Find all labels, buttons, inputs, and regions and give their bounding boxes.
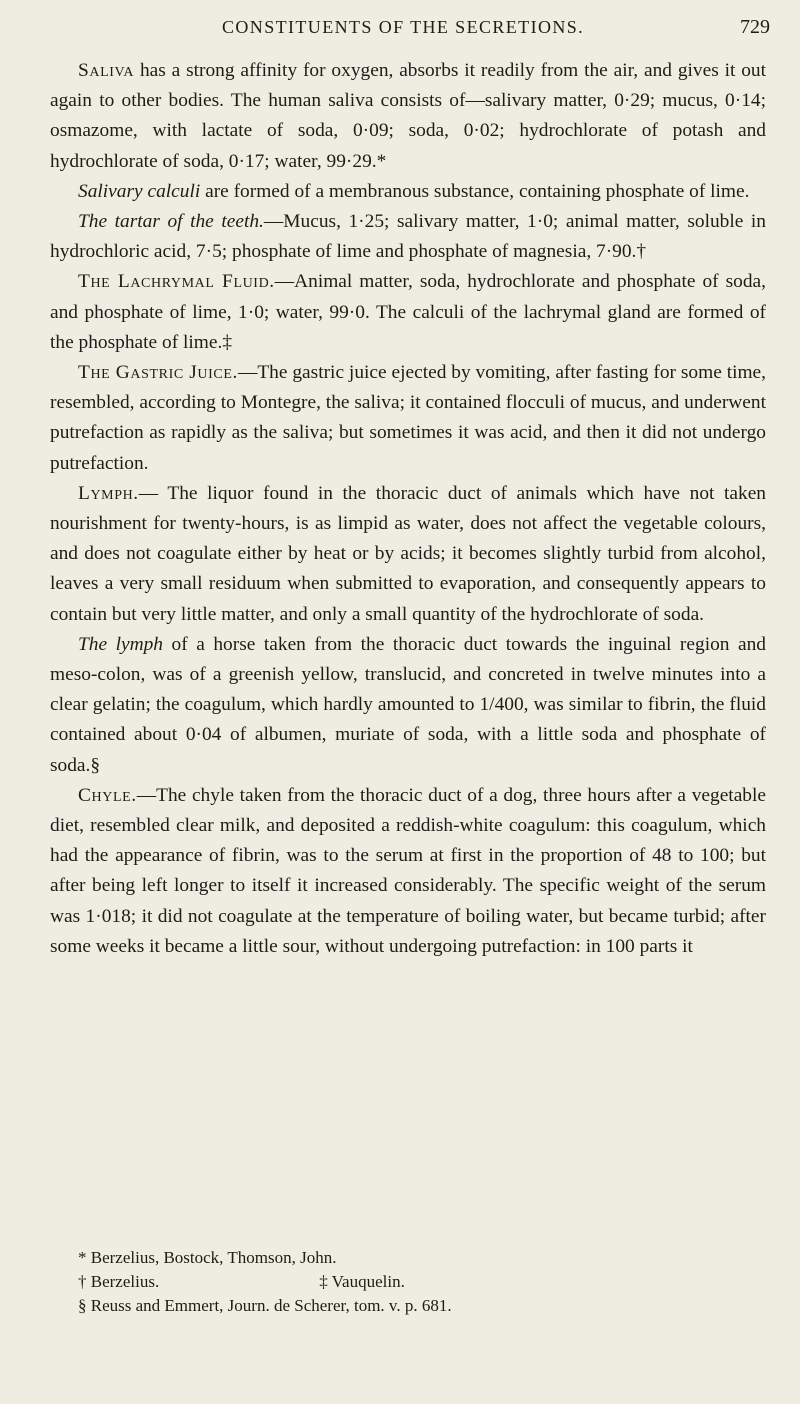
paragraph-text: of a horse taken from the thoracic duct towards the inguinal region and meso-colon, was of a greenish yellow, translucid, and concreted in twelve minutes into a clear gelatin; the coagulum, which hardly amounted to 1/400, was similar to fibrin, the fluid contained about 0·04 of albumen, muriate of soda, with a little soda and phosphate of soda.§ xyxy=(50,633,766,776)
paragraph-text: has a strong affinity for oxygen, absorbs it readily from the air, and gives it out again to other bodies. The human saliva consists of—salivary matter, 0·29; mucus, 0·14; osmazome, with lactate of soda, 0·09; soda, 0·02; hydrochlorate of potash and hydrochlorate of soda, 0·17; water, 99·29.* xyxy=(50,60,766,172)
paragraph-tartar xyxy=(50,207,766,267)
paragraph-lachrymal-fluid xyxy=(50,267,766,358)
paragraph-head: The Lachrymal Fluid. xyxy=(78,271,275,293)
footnote-row xyxy=(78,1270,718,1294)
paragraph-head: Chyle. xyxy=(78,784,137,806)
footnote-reuss-emmert: § Reuss and Emmert, Journ. de Scherer, tom. v. p. 681. xyxy=(78,1296,452,1315)
paragraph-head: Salivary calculi xyxy=(78,180,201,202)
paragraph-head: The tartar of the teeth. xyxy=(78,211,264,233)
footnote-berzelius-bostock: * Berzelius, Bostock, Thomson, John. xyxy=(78,1248,337,1267)
paragraph-saliva xyxy=(50,56,766,177)
paragraph-head: The Gastric Juice. xyxy=(78,362,238,384)
footnote-berzelius: † Berzelius. xyxy=(78,1272,160,1291)
page-number: 729 xyxy=(740,16,770,38)
body-text xyxy=(50,56,766,962)
paragraph-text: —Mucus, 1·25; salivary matter, 1·0; animal matter, soluble in hydrochloric acid, 7·5; phosphate of lime and phosphate of magnesia, 7·90.† xyxy=(50,211,766,263)
paragraph-chyle xyxy=(50,781,766,962)
paragraph-lymph xyxy=(50,479,766,630)
paragraph-gastric-juice xyxy=(50,358,766,479)
page-header xyxy=(50,16,770,46)
paragraph-head: The lymph xyxy=(78,633,164,655)
footnote-vauquelin: ‡ Vauquelin. xyxy=(319,1272,405,1291)
paragraph-horse-lymph xyxy=(50,630,766,781)
paragraph-head: Lymph. xyxy=(78,482,139,504)
paragraph-text: —Animal matter, soda, hydrochlorate and phosphate of soda, and phosphate of lime, 1·0; water, 99·0. The calculi of the lachrymal gland are formed of the phosphate of lime.‡ xyxy=(50,271,766,353)
paragraph-text: are formed of a membranous substance, containing phosphate of lime. xyxy=(200,180,750,202)
paragraph-head: Saliva xyxy=(78,60,135,81)
paragraph-text: —The chyle taken from the thoracic duct of a dog, three hours after a vegetable diet, resembled clear milk, and deposited a reddish-white coagulum: this coagulum, which had the appearance of fibrin, was to the serum at first in the proportion of 48 to 100; but after being left longer to itself it increased considerably. The specific weight of the serum was 1·018; it did not coagulate at the temperature of boiling water, but became turbid; after some weeks it became a little sour, without undergoing putrefaction: in 100 parts it xyxy=(50,784,766,957)
paragraph-text: —The gastric juice ejected by vomiting, after fasting for some time, resembled, according to Montegre, the saliva; it contained flocculi of mucus, and underwent putrefaction as rapidly as the saliva; but sometimes it was acid, and then it did not undergo putrefaction. xyxy=(50,362,766,474)
paragraph-text: — The liquor found in the thoracic duct of animals which have not taken nourishment for twenty-hours, is as limpid as water, does not affect the vegetable colours, and does not coagulate either by heat or by acids; it becomes slightly turbid from alcohol, leaves a very small residuum when submitted to evaporation, and consequently appears to contain but very little matter, and only a small quantity of the hydrochlorate of soda. xyxy=(50,482,766,625)
footnotes xyxy=(78,1246,718,1318)
running-title: CONSTITUENTS OF THE SECRETIONS. xyxy=(222,17,585,37)
paragraph-salivary-calculi xyxy=(50,177,766,207)
